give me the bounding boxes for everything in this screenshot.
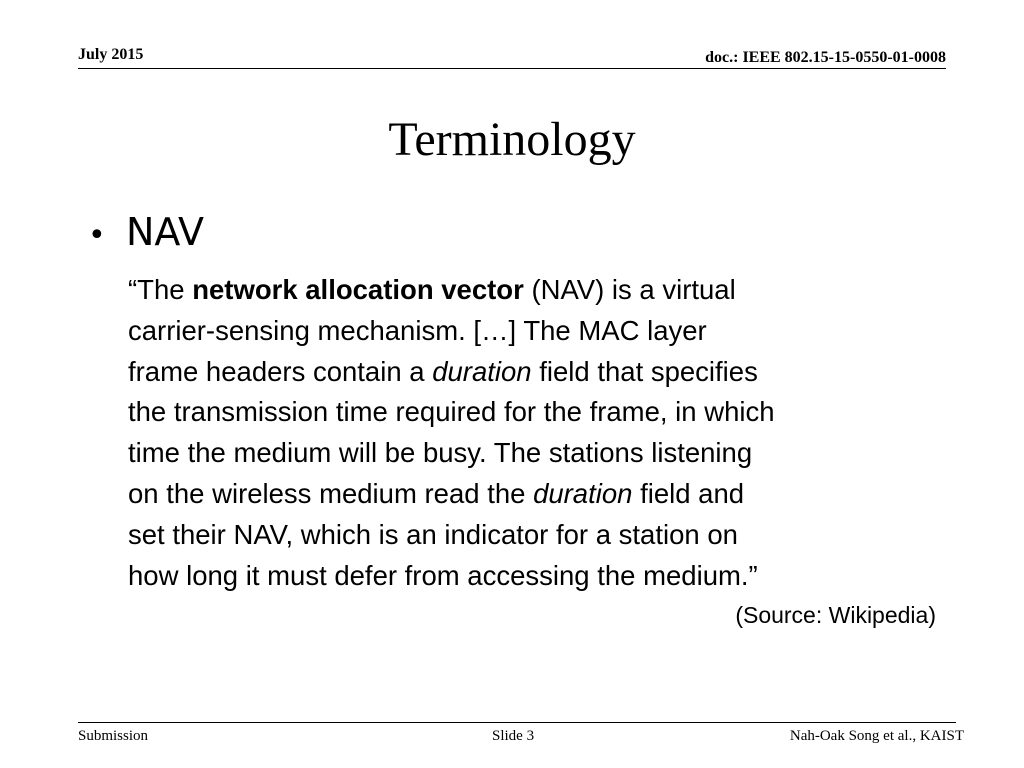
quote-line-5: time the medium will be busy. The stations listening: [128, 437, 753, 469]
quote-text: “The: [128, 274, 193, 305]
quote-line-6: [128, 474, 948, 515]
quote-line-2: carrier-sensing mechanism. […] The MAC layer: [128, 314, 707, 346]
header-doc-id: doc.: IEEE 802.15-15-0550-01-0008: [705, 49, 946, 66]
quote-line-8: how long it must defer from accessing the medium.”: [128, 559, 758, 591]
bullet-label: NAV: [126, 210, 204, 254]
slide-title: Terminology: [388, 113, 636, 166]
header-date: July 2015: [78, 46, 144, 63]
quote-text: on the wireless medium read the: [128, 477, 534, 509]
quote-line-4: the transmission time required for the frame, in which: [128, 396, 775, 428]
quote-line-3: [128, 352, 948, 393]
quote-block: [128, 270, 948, 596]
quote-text: field and: [632, 477, 745, 509]
quote-text: field that specifies: [531, 355, 758, 387]
footer-author: Nah-Oak Song et al., KAIST: [789, 728, 964, 744]
quote-italic-term: duration: [432, 355, 532, 387]
quote-line-7: set their NAV, which is an indicator for a station on: [128, 518, 738, 550]
footer-slide-number: Slide 3: [492, 728, 535, 744]
quote-bold-term: network allocation vector: [192, 274, 524, 305]
quote-text: (NAV) is a virtual: [523, 274, 736, 305]
quote-italic-term: duration: [533, 477, 633, 509]
footer-divider: [78, 722, 956, 723]
quote-source: (Source: Wikipedia): [735, 602, 936, 628]
footer-submission: Submission: [78, 728, 149, 744]
header-divider: [78, 68, 946, 69]
quote-text: frame headers contain a: [128, 355, 433, 387]
quote-line-1: [128, 270, 948, 311]
bullet-marker: •: [88, 218, 106, 253]
bullet-item: [88, 208, 204, 260]
